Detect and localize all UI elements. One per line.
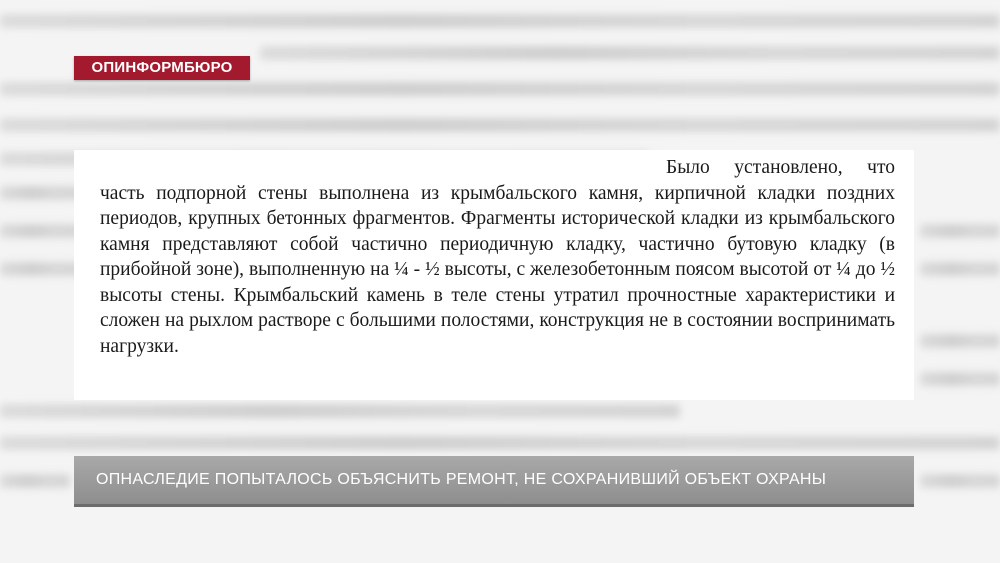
blurred-text-line (920, 262, 1000, 276)
caption-text: ОПНАСЛЕДИЕ ПОПЫТАЛОСЬ ОБЪЯСНИТЬ РЕМОНТ, НЕ СОХРАНИВШИЙ ОБЪЕКТ ОХРАНЫ (96, 471, 827, 488)
blurred-text-line (0, 224, 80, 238)
document-body: Было установлено, что часть подпорной стены выполнена из крымбальского камня, кирпичной кладки поздних периодов, крупных бетонных фрагментов. Фрагменты исторической кладки из крымбальского камня представляют собой частично периодичную кладку, частично бутовую кладку (в прибойной зоне), выполненную на ¼ - ½ высоты, с железобетонным поясом высотой от ¼ до ½ высоты стены. Крымбальский камень в теле стены утратил прочностные характеристики и сложен на рыхлом растворе с большими полостями, конструкция не в состоянии воспринимать нагрузки. (100, 157, 895, 357)
blurred-text-line (0, 262, 80, 276)
blurred-text-line (260, 46, 1000, 60)
blurred-text-line (920, 372, 1000, 386)
blurred-text-line (920, 334, 1000, 348)
blurred-text-line (0, 474, 70, 488)
blurred-text-line (920, 474, 1000, 488)
blurred-text-line (0, 14, 1000, 28)
blurred-text-line (0, 82, 1000, 96)
news-agency-logo: ОПИНФОРМБЮРО (74, 56, 250, 80)
blurred-text-line (0, 404, 680, 418)
blurred-text-line (920, 224, 1000, 238)
caption-bar (74, 456, 914, 507)
blurred-text-line (0, 118, 1000, 132)
document-excerpt-text (100, 155, 895, 359)
blurred-text-line (0, 186, 80, 200)
blurred-text-line (0, 436, 1000, 450)
